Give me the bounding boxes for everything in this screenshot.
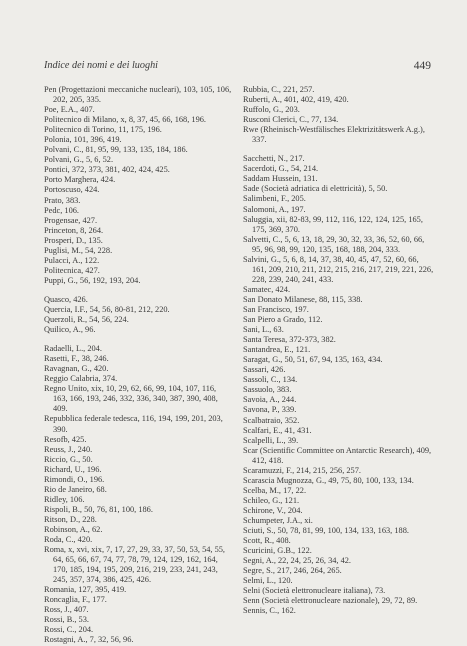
index-entry: Santa Teresa, 372-373, 382. — [243, 335, 336, 345]
index-entry: Scalfari, E., 41, 431. — [243, 425, 312, 435]
index-entry: Ravagnan, G., 420. — [44, 364, 109, 374]
index-entry: Sciuti, S., 50, 78, 81, 99, 100, 134, 133, 163, 188. — [243, 526, 409, 536]
index-entry: Rasetti, F., 38, 246. — [44, 354, 109, 364]
index-entry: Reuss, J., 240. — [44, 444, 93, 454]
index-entry: Selmi, L., 120. — [243, 576, 293, 586]
index-entry: Quasco, 426. — [44, 294, 88, 304]
index-entry: Polvani, C., 81, 95, 99, 133, 135, 184, 186. — [44, 145, 188, 155]
index-entry: Pedc, 106. — [44, 205, 79, 215]
index-entry: Ritson, D., 228. — [44, 514, 97, 524]
index-entry: Rwe (Rheinisch-Westfälisches Elektrizitätswerk A.g.), 337. — [243, 125, 425, 145]
index-entry: Saddam Hussein, 131. — [243, 174, 318, 184]
index-entry: Scaramuzzi, F., 214, 215, 256, 257. — [243, 465, 361, 475]
index-entry: Romania, 127, 395, 419. — [44, 585, 127, 595]
index-entry: Sacerdoti, G., 54, 214. — [243, 164, 319, 174]
index-column-right — [243, 85, 435, 616]
index-entry: Ruberti, A., 401, 402, 419, 420. — [243, 95, 349, 105]
index-entry: Pen (Progettazioni meccaniche nucleari), 103, 105, 106, 202, 205, 335. — [44, 85, 232, 105]
index-entry: Ross, J., 407. — [44, 605, 89, 615]
index-entry: Ruffolo, G., 203. — [243, 105, 300, 115]
index-entry: Sassari, 426. — [243, 365, 286, 375]
index-entry: San Piero a Grado, 112. — [243, 315, 323, 325]
index-entry: Segre, S., 217, 246, 264, 265. — [243, 566, 342, 576]
index-entry: Rossi, B., 53. — [44, 615, 89, 625]
index-entry: Puppi, G., 56, 192, 193, 204. — [44, 275, 141, 285]
index-entry: Polonia, 101, 396, 419. — [44, 135, 122, 145]
index-entry: Saluggia, xii, 82-83, 99, 112, 116, 122, 124, 125, 165, 175, 369, 370. — [243, 214, 423, 234]
index-entry: Poe, E.A., 407. — [44, 105, 95, 115]
index-entry: Rusconi Clerici, C., 77, 134. — [243, 115, 339, 125]
index-column-left — [44, 85, 232, 646]
index-entry: Sassuolo, 383. — [243, 385, 292, 395]
index-entry: Regno Unito, xix, 10, 29, 62, 66, 99, 104, 107, 116, 163, 166, 193, 246, 332, 336, 340, 387, 390, 408, 409. — [44, 384, 218, 414]
index-entry: Sennis, C., 162. — [243, 606, 296, 616]
index-entry: Sani, L., 63. — [243, 325, 284, 335]
index-entry: Repubblica federale tedesca, 116, 194, 199, 201, 203, 390. — [44, 414, 223, 434]
index-entry: Santandrea, E., 121. — [243, 345, 311, 355]
index-entry: Rispoli, B., 50, 76, 81, 100, 186. — [44, 504, 153, 514]
index-entry: Progensae, 427. — [44, 215, 98, 225]
index-entry: Reggio Calabria, 374. — [44, 374, 118, 384]
index-entry: Rossi, C., 204. — [44, 625, 94, 635]
index-entry: Pontici, 372, 373, 381, 402, 424, 425. — [44, 165, 170, 175]
index-entry: Salvetti, C., 5, 6, 13, 18, 29, 30, 32, 33, 36, 52, 60, 66, 95, 96, 98, 99, 120, 135, 168, 188, 204, 333. — [243, 234, 425, 254]
index-entry: San Francisco, 197. — [243, 304, 309, 314]
index-entry: Sacchetti, N., 217. — [243, 154, 305, 164]
index-entry: Riccio, G., 50. — [44, 454, 93, 464]
index-entry: Scarascia Mugnozza, G., 49, 75, 80, 100, 133, 134. — [243, 475, 414, 485]
index-entry: Scar (Scientific Committee on Antarctic Research), 409, 412, 418. — [243, 445, 432, 465]
index-entry: Selni (Società elettronucleare italiana), 73. — [243, 586, 386, 596]
index-entry: Querzoli, R., 54, 56, 224. — [44, 315, 129, 325]
index-entry: Resofb, 425. — [44, 434, 87, 444]
index-entry: Porto Marghera, 424. — [44, 175, 116, 185]
index-entry: Schirone, V., 204. — [243, 505, 303, 515]
index-entry: Scalpelli, L., 39. — [243, 435, 299, 445]
page-number: 449 — [413, 60, 431, 72]
running-title: Indice dei nomi e dei luoghi — [44, 60, 159, 71]
index-entry: Rubbia, C., 221, 257. — [243, 85, 315, 94]
index-entry: San Donato Milanese, 88, 115, 338. — [243, 294, 363, 304]
index-entry: Saragat, G., 50, 51, 67, 94, 135, 163, 434. — [243, 355, 383, 365]
index-entry: Scuricini, G.B., 122. — [243, 546, 312, 556]
index-entry: Sassoli, C., 134. — [243, 375, 298, 385]
index-entry: Rostagni, A., 7, 32, 56, 96. — [44, 635, 134, 645]
index-entry: Politecnica, 427. — [44, 265, 100, 275]
index-entry: Roda, C., 420. — [44, 535, 93, 545]
index-entry: Schileo, G., 121. — [243, 495, 300, 505]
index-entry: Radaelli, L., 204. — [44, 344, 102, 354]
index-entry: Scelba, M., 17, 22. — [243, 485, 307, 495]
index-entry: Roma, x, xvi, xix, 7, 17, 27, 29, 33, 37, 50, 53, 54, 55, 64, 65, 66, 67, 74, 77, 78, 79, 124, 129, 162, 164, 170, 185, 194, 195, 209, 216, 219, 233, 241, 243, 245, 357, 374, 386, 425, 426. — [44, 545, 226, 585]
index-entry: Scalbatraio, 352. — [243, 415, 300, 425]
index-entry: Segni, A., 22, 24, 25, 26, 34, 42. — [243, 556, 352, 566]
index-entry: Sade (Società adriatica di elettricità), 5, 50. — [243, 184, 388, 194]
index-entry: Princeton, 8, 264. — [44, 225, 104, 235]
index-entry: Prato, 383. — [44, 195, 81, 205]
index-entry: Rimondi, O., 196. — [44, 474, 105, 484]
index-entry: Richard, U., 196. — [44, 464, 102, 474]
running-header — [44, 60, 431, 72]
index-entry: Ridley, 106. — [44, 494, 85, 504]
index-entry: Prosperi, D., 135. — [44, 235, 103, 245]
index-entry: Senn (Società elettronucleare nazionale), 29, 72, 89. — [243, 596, 418, 606]
index-entry: Portoscuso, 424. — [44, 185, 100, 195]
index-entry: Salvini, G., 5, 6, 8, 14, 37, 38, 40, 45, 47, 52, 60, 66, 161, 209, 210, 211, 212, 215, 216, 217, 219, 221, 226, 228, 239, 240, 241, 433. — [243, 254, 434, 284]
index-entry: Scott, R., 408. — [243, 536, 291, 546]
index-entry: Roncaglia, F., 177. — [44, 595, 107, 605]
index-entry: Politecnico di Milano, x, 8, 37, 45, 66, 168, 196. — [44, 115, 206, 125]
index-entry: Samatec, 424. — [243, 284, 291, 294]
index-entry: Quercia, I.F., 54, 56, 80-81, 212, 220. — [44, 304, 170, 314]
index-entry: Polvani, G., 5, 6, 52. — [44, 155, 114, 165]
index-entry: Politecnico di Torino, 11, 175, 196. — [44, 125, 162, 135]
index-entry: Salomoni, A., 197. — [243, 204, 306, 214]
index-entry: Salimbeni, F., 205. — [243, 194, 306, 204]
index-entry: Schumpeter, J.A., xi. — [243, 515, 313, 525]
index-entry: Robinson, A., 62. — [44, 524, 103, 534]
index-entry: Quilico, A., 96. — [44, 325, 96, 335]
index-entry: Savoia, A., 244. — [243, 395, 297, 405]
index-entry: Puglisi, M., 54, 228. — [44, 245, 113, 255]
index-entry: Savona, P., 339. — [243, 405, 297, 415]
index-entry: Pulacci, A., 122. — [44, 255, 100, 265]
index-entry: Rio de Janeiro, 68. — [44, 484, 107, 494]
